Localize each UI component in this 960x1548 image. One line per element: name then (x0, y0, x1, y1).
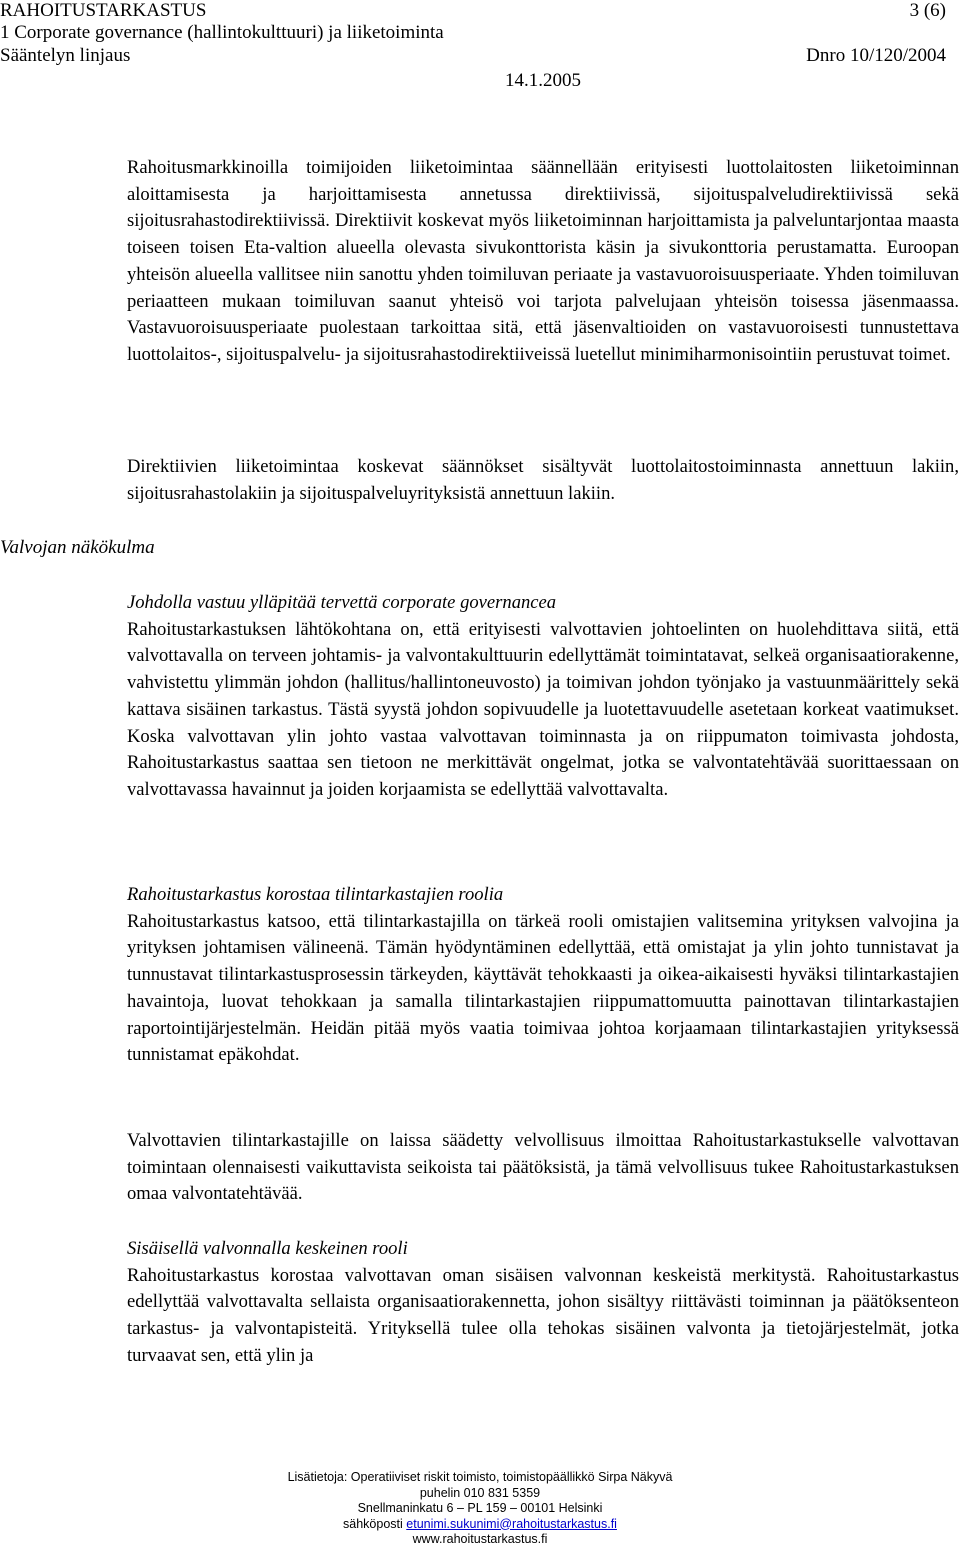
body-text-block-1 (127, 155, 959, 369)
page-footer (0, 1470, 960, 1548)
footer-email-link[interactable]: etunimi.sukunimi@rahoitustarkastus.fi (406, 1516, 617, 1531)
section-name: Sääntelyn linjaus (0, 45, 131, 66)
sidebar-heading: Valvojan näkökulma (0, 537, 155, 558)
document-subtitle: 1 Corporate governance (hallintokulttuuri) ja liiketoiminta (0, 22, 444, 43)
body-text-block-4 (127, 882, 959, 1069)
paragraph-directives: Rahoitusmarkkinoilla toimijoiden liiketoimintaa säännellään erityisesti luottolaitosten liiketoiminnan aloittamisesta ja harjoittamisesta annetussa direktiivissä, sijoituspalveludirektiivissä sekä sijoitusrahastodirektiivissä. Direktiivit koskevat myös liiketoiminnan harjoittamista ja palveluntarjontaa maasta toiseen toisen Eta-valtion alueella olevasta sivukonttorista käsin ja sivukonttoria perustamatta. Euroopan yhteisön alueella vallitsee niin sanottu yhden toimiluvan periaate ja vastavuoroisuusperiaate. Yhden toimiluvan periaatteen mukaan toimiluvan saanut yhteisö voi tarjota palvelujaan yhteisön toisessa jäsenmaassa. Vastavuoroisuusperiaate puolestaan tarkoittaa sitä, että jäsenvaltioiden on vastavuoroisesti tunnustettava luottolaitos-, sijoituspalvelu- ja sijoitusrahastodirektiiveissä luetellut minimiharmonisointiin perustuvat toimet. (127, 157, 959, 365)
paragraph-management: Rahoitustarkastuksen lähtökohtana on, että erityisesti valvottavien johtoelinten on huolehdittava siitä, että valvottavalla on terveen johtamis- ja valvontakulttuurin edellyttämät toimintatavat, selkeä organisaatiorakenne, vahvistettu ylimmän johdon (hallitus/hallintoneuvosto) ja toimivan johdon työnjako ja vastuunmäärittely sekä kattava sisäinen tarkastus. Tästä syystä johdon sopivuudelle ja luotettavuudelle asetetaan korkeat vaatimukset. Koska valvottavan ylin johto vastaa valvottavan toiminnasta ja on riippumaton toimivasta johdosta, Rahoitustarkastus saattaa sen tietoon ne merkittävät ongelmat, jotka se valvontatehtävää suorittaessaan on valvottavassa havainnut ja joiden korjaamista se edellyttää valvottavalta. (127, 618, 959, 800)
paragraph-auditor-duty: Valvottavien tilintarkastajille on laissa säädetty velvollisuus ilmoittaa Rahoitustarkastukselle valvottavan toimintaan olennaisesti vaikuttavista seikoista tai päätöksistä, ja tämä velvollisuus tukee Rahoitustarkastuksen omaa valvontatehtävää. (127, 1130, 959, 1205)
document-date: 14.1.2005 (505, 70, 581, 91)
footer-address: Snellmaninkatu 6 – PL 159 – 00101 Helsinki (357, 1501, 603, 1515)
paragraph-internal-control: Rahoitustarkastus korostaa valvottavan oman sisäisen valvonnan keskeistä merkitystä. Rahoitustarkastus edellyttää valvottavalta sellaista organisaatiorakennetta, johon sisältyy riittävästi toiminnan ja päätöksenteon tarkastus- ja valvontapisteitä. Yrityksellä tulee olla tehokas sisäinen valvonta ja tietojärjestelmät, jotka turvaavat sen, että ylin ja (127, 1264, 959, 1366)
footer-website[interactable]: www.rahoitustarkastus.fi (412, 1532, 548, 1546)
body-text-block-6 (127, 1236, 959, 1370)
footer-email-label: sähköposti (343, 1516, 407, 1531)
subheading-management: Johdolla vastuu ylläpitää tervettä corporate governancea (127, 592, 557, 613)
footer-contact: Lisätietoja: Operatiiviset riskit toimisto, toimistopäällikkö Sirpa Näkyvä (287, 1470, 673, 1484)
paragraph-legislation: Direktiivien liiketoimintaa koskevat säännökset sisältyvät luottolaitostoiminnasta annettuun lakiin, sijoitusrahastolakiin ja sijoituspalveluyrityksistä annettuun lakiin. (127, 456, 959, 504)
body-text-block-2 (127, 454, 959, 507)
body-text-block-3 (127, 590, 959, 804)
paragraph-auditors: Rahoitustarkastus katsoo, että tilintarkastajilla on tärkeä rooli omistajien valitsemina yrityksen valvojina ja yrityksen johtamisen välineenä. Tämän hyödyntäminen edellyttää, että omistajat ja ylin johto tunnistavat ja tunnustavat tilintarkastusprosessin tärkeyden, käyttävät tehokkaasti ja oikea-aikaisesti hyväksi tilintarkastajien havaintoja, luovat tehokkaan ja samalla tilintarkastajien riippumattomuutta painottavan tilintarkastajien raportointijärjestelmän. Heidän pitää myös vaatia toimivaa johtoa korjaamaan tilintarkastajien yrityksessä tunnistamat epäkohdat. (127, 910, 959, 1066)
reference-number: Dnro 10/120/2004 (806, 45, 946, 66)
footer-phone: puhelin 010 831 5359 (419, 1485, 541, 1500)
organization-name: RAHOITUSTARKASTUS (0, 0, 207, 21)
subheading-auditors: Rahoitustarkastus korostaa tilintarkastajien roolia (127, 884, 504, 905)
footer-email-line (0, 1517, 960, 1533)
subheading-internal-control: Sisäisellä valvonnalla keskeinen rooli (127, 1238, 408, 1259)
body-text-block-5 (127, 1128, 959, 1208)
page-number: 3 (6) (909, 0, 946, 21)
